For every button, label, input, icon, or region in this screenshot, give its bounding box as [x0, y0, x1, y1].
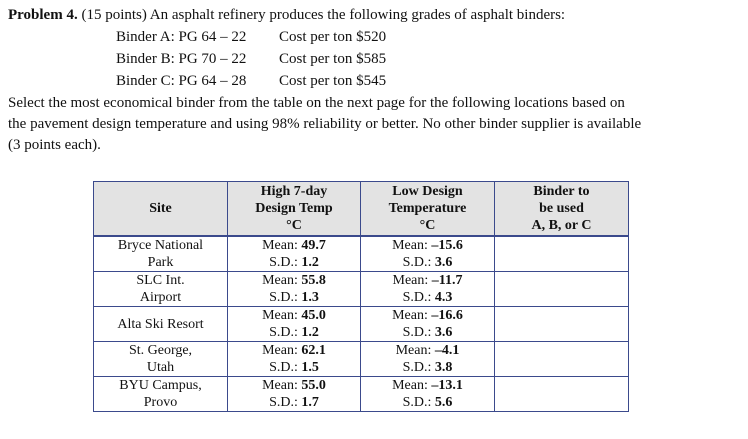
site-cell [94, 307, 228, 342]
instructions [8, 93, 743, 156]
low-mean: Mean: –16.6 [392, 308, 463, 323]
header-line: be used [539, 201, 584, 216]
binder-answer-cell[interactable] [495, 377, 629, 412]
binder-cost: Cost per ton $585 [279, 51, 387, 67]
site-name: Bryce National [117, 238, 204, 253]
low-sd: S.D.: 4.3 [402, 290, 453, 305]
low-sd: S.D.: 3.8 [402, 360, 453, 375]
instruction-line: Select the most economical binder from the table on the next page for the following locations based on [8, 95, 625, 111]
site-cell [94, 272, 228, 307]
low-temp-cell [361, 272, 495, 307]
low-sd: S.D.: 5.6 [402, 395, 453, 410]
high-sd: S.D.: 1.3 [269, 290, 319, 305]
low-temp-cell [361, 377, 495, 412]
table-row [94, 342, 629, 377]
binder-c [116, 71, 386, 92]
site-name: St. George, [128, 343, 193, 358]
header-binder [495, 182, 629, 237]
binder-answer-cell[interactable] [495, 307, 629, 342]
header-line: Binder to [533, 184, 590, 199]
binder-answer-cell[interactable] [495, 342, 629, 377]
low-mean: Mean: –11.7 [392, 273, 463, 288]
high-temp-cell [228, 236, 361, 272]
site-name: SLC Int. [136, 273, 185, 288]
high-mean: Mean: 45.0 [262, 308, 326, 323]
low-temp-cell [361, 307, 495, 342]
header-line: Temperature [388, 201, 467, 216]
binder-a [116, 27, 386, 48]
header-line: A, B, or C [531, 218, 592, 233]
header-line: °C [419, 218, 436, 233]
low-mean: Mean: –4.1 [395, 343, 460, 358]
high-mean: Mean: 62.1 [262, 343, 326, 358]
site-name: Utah [146, 360, 175, 375]
high-temp-cell [228, 342, 361, 377]
binder-cost: Cost per ton $545 [279, 73, 387, 89]
low-temp-cell [361, 342, 495, 377]
site-name: Provo [143, 395, 178, 410]
site-name: Park [147, 255, 174, 270]
instruction-line: (3 points each). [8, 137, 101, 153]
high-sd: S.D.: 1.2 [269, 325, 319, 340]
low-mean: Mean: –13.1 [392, 378, 463, 393]
binder-code: Binder C: PG 64 – 28 [116, 73, 247, 89]
binder-answer-cell[interactable] [495, 272, 629, 307]
site-name: Airport [139, 290, 182, 305]
binder-selection-table [93, 181, 629, 412]
table-header-row [94, 182, 629, 237]
site-cell [94, 236, 228, 272]
site-name: BYU Campus, [119, 378, 202, 393]
table-row [94, 236, 629, 272]
header-line: Low Design [392, 184, 463, 199]
table-row [94, 307, 629, 342]
header-site [94, 182, 228, 237]
high-temp-cell [228, 377, 361, 412]
table-row [94, 272, 629, 307]
low-sd: S.D.: 3.6 [402, 325, 453, 340]
binder-code: Binder A: PG 64 – 22 [116, 29, 247, 45]
problem-heading [8, 5, 565, 26]
site-name: Alta Ski Resort [117, 316, 204, 332]
problem-intro: (15 points) An asphalt refinery produces the following grades of asphalt binders: [81, 7, 566, 23]
header-line: High 7-day [260, 184, 328, 199]
high-sd: S.D.: 1.7 [269, 395, 319, 410]
site-cell [94, 342, 228, 377]
binder-code: Binder B: PG 70 – 22 [116, 51, 247, 67]
header-high-temp [228, 182, 361, 237]
binder-b [116, 49, 386, 70]
high-temp-cell [228, 272, 361, 307]
instruction-line: the pavement design temperature and using 98% reliability or better. No other binder supplier is available [8, 116, 642, 132]
low-sd: S.D.: 3.6 [402, 255, 453, 270]
problem-label: Problem 4. [8, 7, 78, 23]
high-sd: S.D.: 1.5 [269, 360, 319, 375]
binder-cost: Cost per ton $520 [279, 29, 387, 45]
header-low-temp [361, 182, 495, 237]
low-temp-cell [361, 236, 495, 272]
site-cell [94, 377, 228, 412]
high-mean: Mean: 55.8 [262, 273, 326, 288]
header-line: °C [286, 218, 302, 233]
header-line: Design Temp [255, 201, 333, 216]
binder-answer-cell[interactable] [495, 236, 629, 272]
high-sd: S.D.: 1.2 [269, 255, 319, 270]
high-temp-cell [228, 307, 361, 342]
high-mean: Mean: 49.7 [262, 238, 326, 253]
low-mean: Mean: –15.6 [392, 238, 463, 253]
table-row [94, 377, 629, 412]
header-line: Site [149, 201, 172, 216]
high-mean: Mean: 55.0 [262, 378, 326, 393]
